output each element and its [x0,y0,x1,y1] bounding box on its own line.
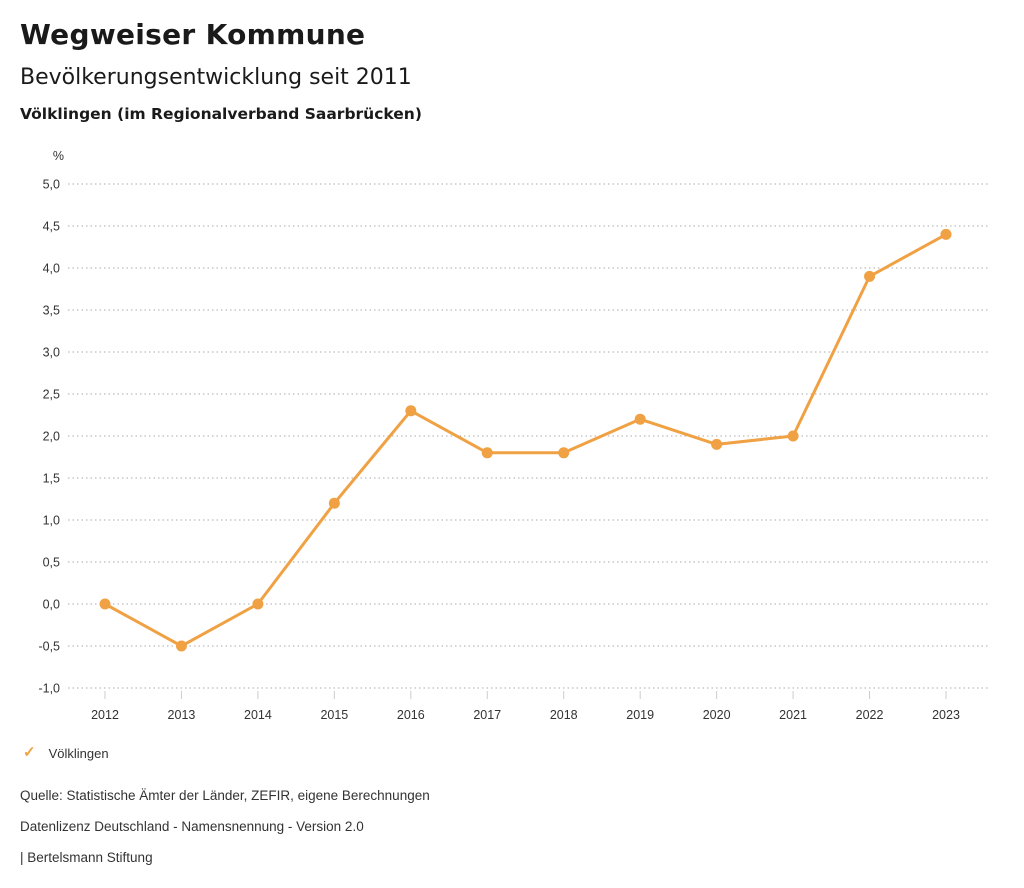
y-tick-label: -0,5 [38,639,60,654]
series-line [105,234,946,646]
x-tick-label: 2021 [779,708,807,722]
y-tick-label: 4,0 [42,261,60,276]
y-tick-label: 0,0 [42,597,60,612]
app-title: Wegweiser Kommune [20,18,366,51]
data-point-2014[interactable] [252,599,263,610]
y-tick-label: 3,0 [42,345,60,360]
y-tick-label: 5,0 [42,177,60,192]
x-tick-label: 2017 [473,708,502,722]
publisher-note: | Bertelsmann Stiftung [20,850,153,865]
data-point-2020[interactable] [711,439,722,450]
data-point-2013[interactable] [176,641,187,652]
x-tick-label: 2020 [702,708,731,722]
legend-item-voelklingen[interactable] [23,745,109,761]
x-tick-label: 2022 [855,708,884,722]
x-tick-label: 2016 [396,708,425,722]
y-tick-label: 2,5 [42,387,60,402]
chart-region-subtitle: Völklingen (im Regionalverband Saarbrücken) [20,105,422,123]
x-tick-label: 2014 [244,708,272,722]
y-tick-label: 3,5 [42,303,60,318]
x-tick-label: 2019 [626,708,655,722]
x-tick-label: 2023 [932,708,960,722]
y-tick-label: 1,0 [42,513,60,528]
x-tick-label: 2015 [320,708,349,722]
data-point-2022[interactable] [864,271,875,282]
data-point-2017[interactable] [482,447,493,458]
data-point-2012[interactable] [100,599,111,610]
line-chart [0,140,1024,740]
chart-title: Bevölkerungsentwicklung seit 2011 [20,65,412,90]
check-icon: ✓ [23,744,36,761]
data-point-2021[interactable] [788,431,799,442]
data-point-2019[interactable] [635,414,646,425]
y-tick-label: 4,5 [42,219,60,234]
source-note: Quelle: Statistische Ämter der Länder, ZEFIR, eigene Berechnungen [20,788,430,803]
legend-label: Völklingen [48,745,109,761]
data-point-2023[interactable] [941,229,952,240]
x-tick-label: 2018 [549,708,578,722]
x-tick-label: 2013 [167,708,196,722]
footer [20,780,430,873]
data-point-2016[interactable] [405,405,416,416]
data-point-2015[interactable] [329,498,340,509]
y-tick-label: 0,5 [42,555,60,570]
data-point-2018[interactable] [558,447,569,458]
y-axis-unit-label: % [52,149,64,163]
y-tick-label: 1,5 [42,471,60,486]
license-note: Datenlizenz Deutschland - Namensnennung - Version 2.0 [20,819,364,834]
y-tick-label: 2,0 [42,429,60,444]
y-tick-label: -1,0 [38,681,60,696]
x-tick-label: 2012 [91,708,119,722]
